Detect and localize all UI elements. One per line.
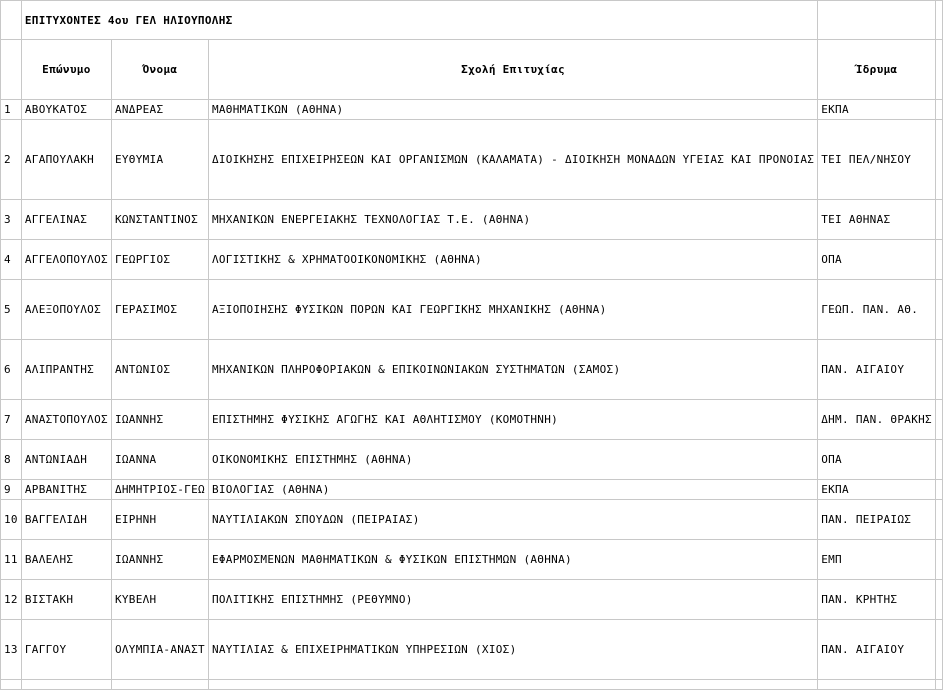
- cell-school[interactable]: ΟΙΚΟΝΟΜΙΚΗΣ ΕΠΙΣΤΗΜΗΣ (ΑΘΗΝΑ): [208, 440, 817, 480]
- cell-surname[interactable]: ΑΓΓΕΛΙΝΑΣ: [21, 200, 111, 240]
- cell-school[interactable]: ΛΟΓΙΣΤΙΚΗΣ & ΧΡΗΜΑΤΟΟΙΚΟΝΟΜΙΚΗΣ (ΑΘΗΝΑ): [208, 240, 817, 280]
- cell-school[interactable]: ΜΑΘΗΜΑΤΙΚΩΝ (ΑΘΗΝΑ): [208, 100, 817, 120]
- cell-institution[interactable]: ΕΚΠΑ: [818, 480, 936, 500]
- cell-institution[interactable]: ΓΕΩΠ. ΠΑΝ. ΑΘ.: [818, 280, 936, 340]
- cell-school[interactable]: ΑΞΙΟΠΟΙΗΣΗΣ ΦΥΣΙΚΩΝ ΠΟΡΩΝ ΚΑΙ ΓΕΩΡΓΙΚΗΣ ΜΗΧΑΝΙΚΗΣ (ΑΘΗΝΑ): [208, 280, 817, 340]
- cell-name[interactable]: ΕΙΡΗΝΗ: [111, 500, 208, 540]
- cell-surname[interactable]: ΑΝΑΣΤΟΠΟΥΛΟΣ: [21, 400, 111, 440]
- cell-institution[interactable]: ΟΠΑ: [818, 240, 936, 280]
- empty-cell[interactable]: [935, 200, 942, 240]
- cell-institution[interactable]: ΠΑΝ. ΑΙΓΑΙΟΥ: [818, 620, 936, 680]
- cell-name[interactable]: ΙΩΑΝΝΗΣ: [111, 540, 208, 580]
- table-row: [1, 680, 943, 690]
- cell-name[interactable]: ΚΥΒΕΛΗ: [111, 580, 208, 620]
- header-institution[interactable]: Ίδρυμα: [818, 40, 936, 100]
- cell-school[interactable]: ΝΑΥΤΙΛΙΑΣ & ΕΠΙΧΕΙΡΗΜΑΤΙΚΩΝ ΥΠΗΡΕΣΙΩΝ (ΧΙΟΣ): [208, 620, 817, 680]
- empty-cell[interactable]: [1, 680, 22, 690]
- empty-cell[interactable]: [935, 440, 942, 480]
- cell-name[interactable]: ΔΗΜΗΤΡΙΟΣ-ΓΕΩ: [111, 480, 208, 500]
- cell-surname[interactable]: ΑΛΕΞΟΠΟΥΛΟΣ: [21, 280, 111, 340]
- row-number-header[interactable]: [1, 40, 22, 100]
- cell-surname[interactable]: ΓΑΓΓΟΥ: [21, 620, 111, 680]
- cell-surname[interactable]: ΑΝΤΩΝΙΑΔΗ: [21, 440, 111, 480]
- cell-surname[interactable]: ΑΒΟΥΚΑΤΟΣ: [21, 100, 111, 120]
- empty-cell[interactable]: [935, 480, 942, 500]
- cell-name[interactable]: ΕΥΘΥΜΙΑ: [111, 120, 208, 200]
- row-number[interactable]: 12: [1, 580, 22, 620]
- cell-school[interactable]: ΜΗΧΑΝΙΚΩΝ ΕΝΕΡΓΕΙΑΚΗΣ ΤΕΧΝΟΛΟΓΙΑΣ Τ.Ε. (ΑΘΗΝΑ): [208, 200, 817, 240]
- cell-surname[interactable]: ΑΓΑΠΟΥΛΑΚΗ: [21, 120, 111, 200]
- table-row: [1, 580, 943, 620]
- empty-cell[interactable]: [935, 240, 942, 280]
- cell-institution[interactable]: ΠΑΝ. ΚΡΗΤΗΣ: [818, 580, 936, 620]
- cell-institution[interactable]: ΠΑΝ. ΠΕΙΡΑΙΩΣ: [818, 500, 936, 540]
- cell-surname[interactable]: ΒΑΛΕΛΗΣ: [21, 540, 111, 580]
- cell-name[interactable]: ΓΕΩΡΓΙΟΣ: [111, 240, 208, 280]
- cell-surname[interactable]: ΑΛΙΠΡΑΝΤΗΣ: [21, 340, 111, 400]
- cell-name[interactable]: ΑΝΔΡΕΑΣ: [111, 100, 208, 120]
- sheet-title[interactable]: ΕΠΙΤΥΧΟΝΤΕΣ 4ου ΓΕΛ ΗΛΙΟΥΠΟΛΗΣ: [21, 1, 817, 40]
- row-number[interactable]: 3: [1, 200, 22, 240]
- cell-school[interactable]: ΠΟΛΙΤΙΚΗΣ ΕΠΙΣΤΗΜΗΣ (ΡΕΘΥΜΝΟ): [208, 580, 817, 620]
- row-number[interactable]: 4: [1, 240, 22, 280]
- empty-cell[interactable]: [208, 680, 817, 690]
- row-number[interactable]: 7: [1, 400, 22, 440]
- row-number[interactable]: 5: [1, 280, 22, 340]
- empty-cell[interactable]: [935, 40, 942, 100]
- empty-cell[interactable]: [935, 120, 942, 200]
- table-row: [1, 120, 943, 200]
- row-number[interactable]: 10: [1, 500, 22, 540]
- cell-name[interactable]: ΚΩΝΣΤΑΝΤΙΝΟΣ: [111, 200, 208, 240]
- empty-cell[interactable]: [935, 340, 942, 400]
- cell-institution[interactable]: ΕΚΠΑ: [818, 100, 936, 120]
- table-row: [1, 540, 943, 580]
- table-row: [1, 240, 943, 280]
- cell-name[interactable]: ΙΩΑΝΝΗΣ: [111, 400, 208, 440]
- cell-institution[interactable]: ΤΕΙ ΑΘΗΝΑΣ: [818, 200, 936, 240]
- cell-institution[interactable]: ΠΑΝ. ΑΙΓΑΙΟΥ: [818, 340, 936, 400]
- empty-cell[interactable]: [935, 400, 942, 440]
- cell-school[interactable]: ΕΦΑΡΜΟΣΜΕΝΩΝ ΜΑΘΗΜΑΤΙΚΩΝ & ΦΥΣΙΚΩΝ ΕΠΙΣΤΗΜΩΝ (ΑΘΗΝΑ): [208, 540, 817, 580]
- header-surname[interactable]: Επώνυμο: [21, 40, 111, 100]
- empty-cell[interactable]: [935, 1, 942, 40]
- row-number-title[interactable]: [1, 1, 22, 40]
- cell-surname[interactable]: ΒΙΣΤΑΚΗ: [21, 580, 111, 620]
- row-number[interactable]: 9: [1, 480, 22, 500]
- cell-school[interactable]: ΒΙΟΛΟΓΙΑΣ (ΑΘΗΝΑ): [208, 480, 817, 500]
- empty-cell[interactable]: [935, 500, 942, 540]
- cell-school[interactable]: ΕΠΙΣΤΗΜΗΣ ΦΥΣΙΚΗΣ ΑΓΩΓΗΣ ΚΑΙ ΑΘΛΗΤΙΣΜΟΥ (ΚΟΜΟΤΗΝΗ): [208, 400, 817, 440]
- table-row: [1, 480, 943, 500]
- empty-cell[interactable]: [935, 580, 942, 620]
- cell-name[interactable]: ΙΩΑΝΝΑ: [111, 440, 208, 480]
- empty-cell[interactable]: [935, 100, 942, 120]
- cell-name[interactable]: ΟΛΥΜΠΙΑ-ΑΝΑΣΤ: [111, 620, 208, 680]
- row-number[interactable]: 6: [1, 340, 22, 400]
- cell-institution[interactable]: ΤΕΙ ΠΕΛ/ΝΗΣΟΥ: [818, 120, 936, 200]
- row-number[interactable]: 13: [1, 620, 22, 680]
- cell-school[interactable]: ΔΙΟΙΚΗΣΗΣ ΕΠΙΧΕΙΡΗΣΕΩΝ ΚΑΙ ΟΡΓΑΝΙΣΜΩΝ (ΚΑΛΑΜΑΤΑ) - ΔΙΟΙΚΗΣΗ ΜΟΝΑΔΩΝ ΥΓΕΙΑΣ ΚΑΙ ΠΡΟΝΟΙΑΣ: [208, 120, 817, 200]
- row-number[interactable]: 2: [1, 120, 22, 200]
- table-row: [1, 440, 943, 480]
- cell-name[interactable]: ΑΝΤΩΝΙΟΣ: [111, 340, 208, 400]
- cell-surname[interactable]: ΒΑΓΓΕΛΙΔΗ: [21, 500, 111, 540]
- table-row: [1, 340, 943, 400]
- table-row: [1, 620, 943, 680]
- cell-school[interactable]: ΜΗΧΑΝΙΚΩΝ ΠΛΗΡΟΦΟΡΙΑΚΩΝ & ΕΠΙΚΟΙΝΩΝΙΑΚΩΝ ΣΥΣΤΗΜΑΤΩΝ (ΣΑΜΟΣ): [208, 340, 817, 400]
- empty-cell[interactable]: [818, 1, 936, 40]
- row-number[interactable]: 8: [1, 440, 22, 480]
- row-number[interactable]: 11: [1, 540, 22, 580]
- header-name[interactable]: Όνομα: [111, 40, 208, 100]
- empty-cell[interactable]: [935, 620, 942, 680]
- cell-institution[interactable]: ΔΗΜ. ΠΑΝ. ΘΡΑΚΗΣ: [818, 400, 936, 440]
- title-row: [1, 1, 943, 40]
- empty-cell[interactable]: [818, 680, 936, 690]
- cell-name[interactable]: ΓΕΡΑΣΙΜΟΣ: [111, 280, 208, 340]
- empty-cell[interactable]: [935, 540, 942, 580]
- row-number[interactable]: 1: [1, 100, 22, 120]
- empty-cell[interactable]: [935, 280, 942, 340]
- table-row: [1, 500, 943, 540]
- cell-surname[interactable]: ΑΡΒΑΝΙΤΗΣ: [21, 480, 111, 500]
- table-row: [1, 280, 943, 340]
- empty-cell[interactable]: [935, 680, 942, 690]
- cell-institution[interactable]: ΕΜΠ: [818, 540, 936, 580]
- table-row: [1, 200, 943, 240]
- table-row: [1, 100, 943, 120]
- empty-cell[interactable]: [111, 680, 208, 690]
- header-row: [1, 40, 943, 100]
- table-row: [1, 400, 943, 440]
- cell-institution[interactable]: ΟΠΑ: [818, 440, 936, 480]
- cell-surname[interactable]: ΑΓΓΕΛΟΠΟΥΛΟΣ: [21, 240, 111, 280]
- cell-school[interactable]: ΝΑΥΤΙΛΙΑΚΩΝ ΣΠΟΥΔΩΝ (ΠΕΙΡΑΙΑΣ): [208, 500, 817, 540]
- header-school[interactable]: Σχολή Επιτυχίας: [208, 40, 817, 100]
- empty-cell[interactable]: [21, 680, 111, 690]
